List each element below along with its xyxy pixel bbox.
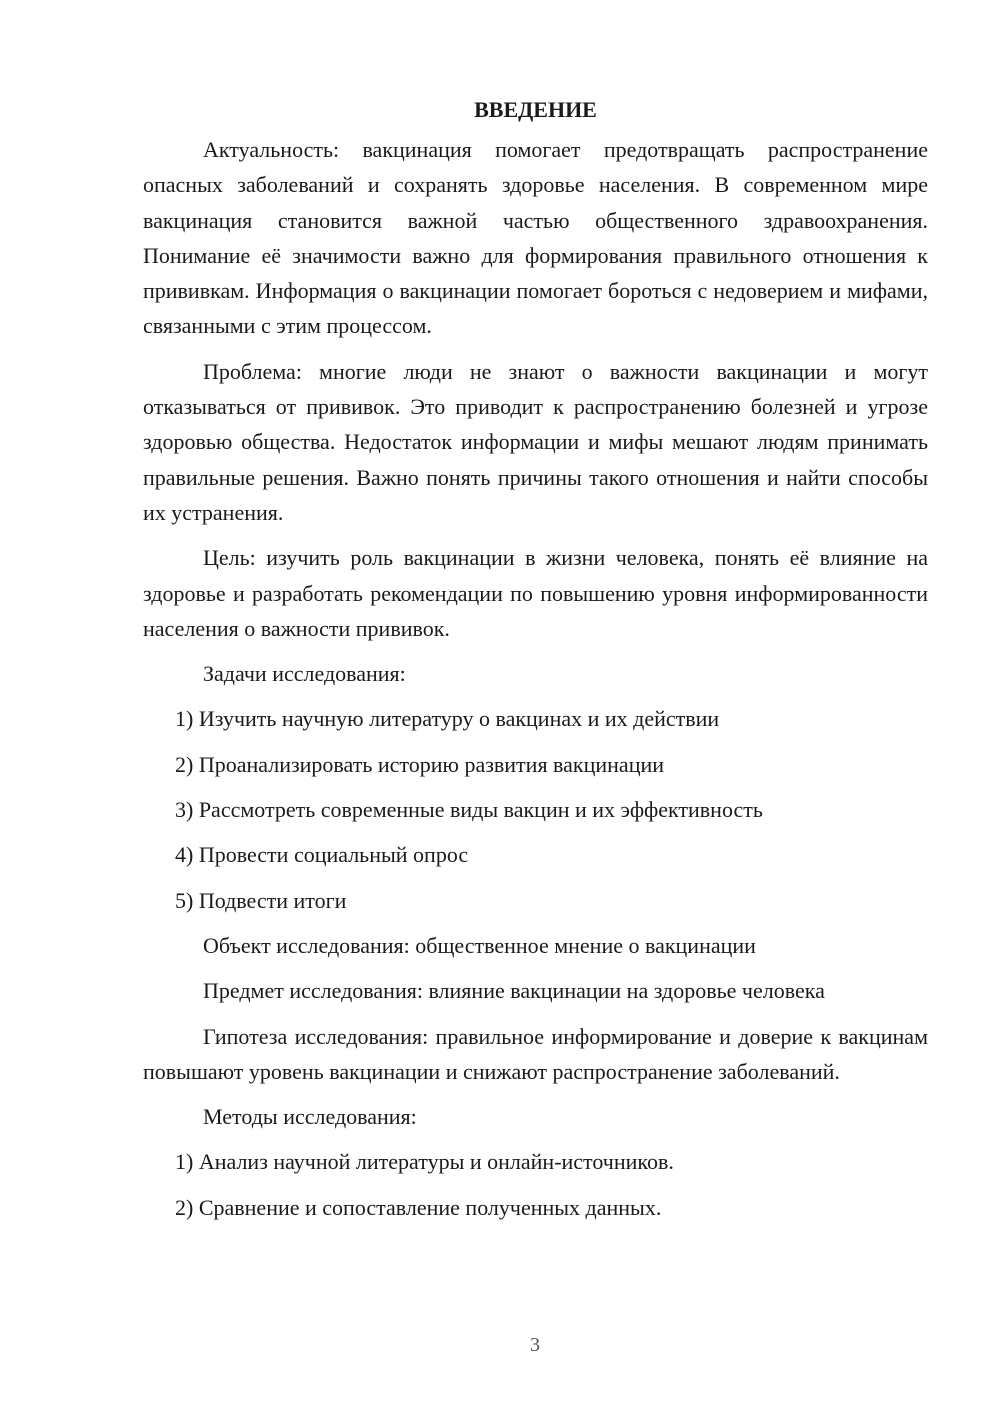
list-item: 3) Рассмотреть современные виды вакцин и их эффективность bbox=[175, 797, 763, 823]
tasks-title: Задачи исследования: bbox=[203, 661, 406, 687]
list-item: 4) Провести социальный опрос bbox=[175, 842, 469, 868]
list-item: 5) Подвести итоги bbox=[175, 887, 347, 913]
problem-paragraph: Проблема: многие люди не знают о важности вакцинации и могут отказываться от прививок. Это приводит к распространению болезней и угрозе здоровью общества. Недостаток информации и мифы мешают людям принимать правильные решения. Важно понять причины такого отношения и найти способы их устранения. bbox=[143, 358, 928, 525]
hypothesis-paragraph: Гипотеза исследования: правильное информирование и доверие к вакцинам повышают уровень вакцинации и снижают распространение заболеваний. bbox=[143, 1023, 928, 1084]
relevance-paragraph: Актуальность: вакцинация помогает предотвращать распространение опасных заболеваний и сохранять здоровье населения. В современном мире вакцинация становится важной частью общественного здравоохранения. Понимание её значимости важно для формирования правильного отношения к прививкам. Информация о вакцинации помогает бороться с недоверием и мифами, связанными с этим процессом. bbox=[143, 137, 928, 339]
subject-paragraph: Предмет исследования: влияние вакцинации на здоровье человека bbox=[203, 978, 825, 1004]
goal-paragraph: Цель: изучить роль вакцинации в жизни человека, понять её влияние на здоровье и разработать рекомендации по повышению уровня информированности населения о важности прививок. bbox=[143, 545, 928, 641]
list-item: 1) Изучить научную литературу о вакцинах и их действии bbox=[175, 706, 720, 732]
section-heading: ВВЕДЕНИЕ bbox=[474, 97, 597, 122]
list-item: 2) Проанализировать историю развития вакцинации bbox=[175, 751, 665, 777]
list-item: 1) Анализ научной литературы и онлайн-источников. bbox=[175, 1149, 674, 1175]
methods-title: Методы исследования: bbox=[203, 1104, 417, 1130]
page-number: 3 bbox=[530, 1334, 540, 1356]
list-item: 2) Сравнение и сопоставление полученных данных. bbox=[175, 1194, 662, 1220]
methods-list bbox=[143, 1144, 928, 1225]
tasks-list bbox=[143, 701, 928, 917]
document-page bbox=[143, 92, 928, 1235]
object-paragraph: Объект исследования: общественное мнение о вакцинации bbox=[203, 932, 756, 958]
